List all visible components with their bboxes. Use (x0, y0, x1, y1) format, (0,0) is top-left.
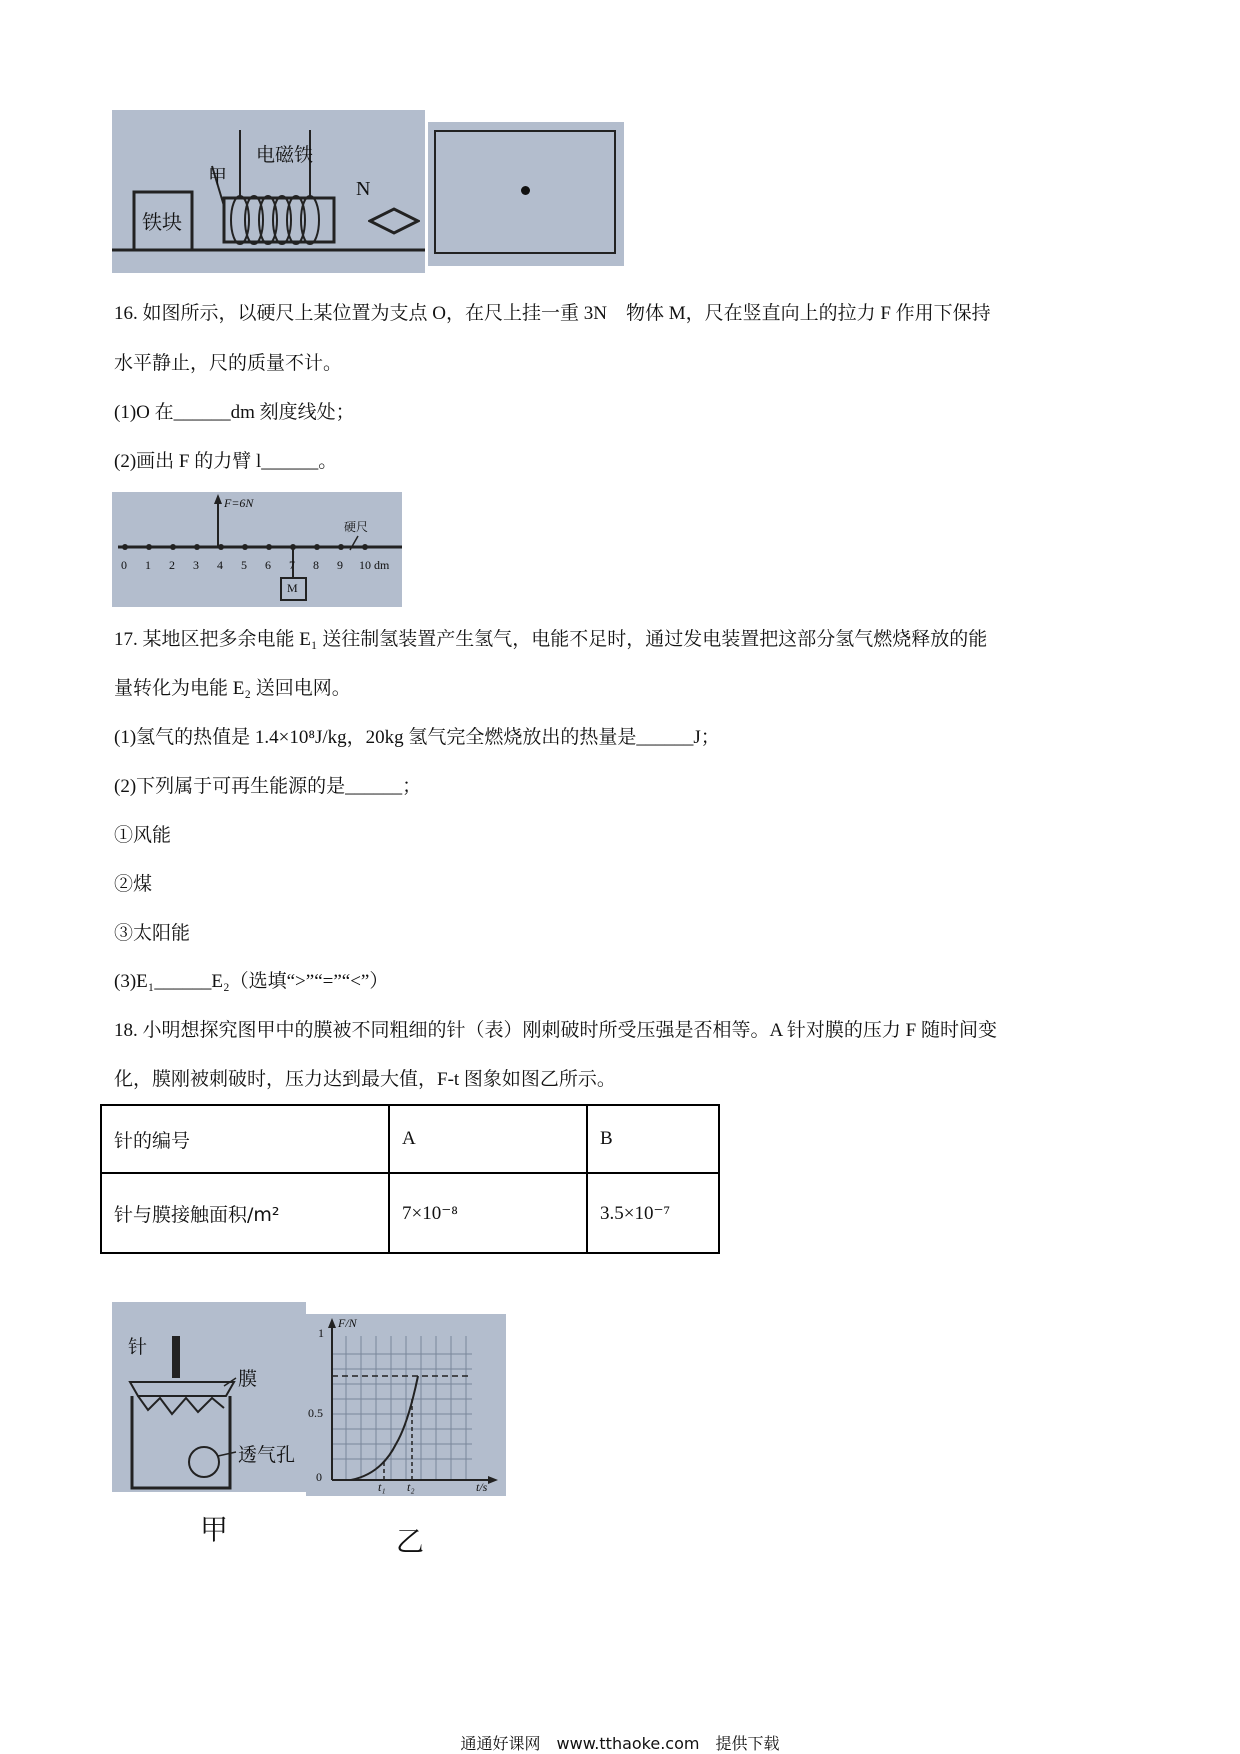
dot-mark (521, 186, 530, 195)
needle-table (100, 1104, 720, 1254)
y-axis-label: F/N (338, 1316, 357, 1330)
tick-10: 10 dm (359, 558, 390, 572)
tick-2: 2 (169, 558, 175, 572)
x-axis-label: t/s (476, 1480, 488, 1494)
electromagnet-label: 电磁铁 (256, 144, 314, 166)
table-header-b: B (587, 1105, 719, 1173)
q17-stem-line1: 17. 某地区把多余电能 E₁ 送往制氢装置产生氢气，电能不足时，通过发电装置把这部分氢气燃烧释放的能 (114, 629, 988, 650)
y-tick-0-5: 0.5 (308, 1406, 323, 1420)
jia-label: 甲 (208, 166, 228, 188)
q17-stem-line2: 量转化为电能 E₂ 送回电网。 (114, 678, 351, 699)
table-header-a: A (389, 1105, 587, 1173)
iron-block-label: 铁块 (142, 210, 182, 234)
compass-needle-icon (368, 206, 420, 236)
y-tick-0: 0 (316, 1470, 322, 1484)
y-tick-1: 1 (318, 1326, 324, 1340)
film-label: 膜 (238, 1368, 258, 1390)
compass-box-figure (428, 122, 624, 266)
tick-6: 6 (265, 558, 271, 572)
force-label: F=6N (224, 496, 254, 510)
tick-9: 9 (337, 558, 343, 572)
tick-1: 1 (145, 558, 151, 572)
q17-sub1: (1)氢气的热值是 1.4×10⁸J/kg，20kg 氢气完全燃烧放出的热量是______J； (114, 727, 720, 748)
q16-sub2: (2)画出 F 的力臂 l______。 (114, 451, 338, 472)
caption-yi: 乙 (396, 1525, 425, 1558)
q17-option-2: ②煤 (114, 874, 153, 895)
north-label: N (356, 178, 371, 200)
electromagnet-figure (112, 110, 425, 273)
q17-option-1: ①风能 (114, 825, 172, 846)
tick-8: 8 (313, 558, 319, 572)
x-tick-t1: t₁ (378, 1480, 386, 1494)
table-area-a: 7×10⁻⁸ (389, 1173, 587, 1253)
caption-jia: 甲 (200, 1513, 229, 1546)
q18-stem-line1: 18. 小明想探究图甲中的膜被不同粗细的针（表）刚刺破时所受压强是否相等。A 针对膜的压力 F 随时间变 (114, 1020, 997, 1041)
q16-stem-line2: 水平静止，尺的质量不计。 (114, 353, 343, 374)
tick-3: 3 (193, 558, 199, 572)
mass-label: M (287, 581, 298, 595)
jar-figure (112, 1302, 306, 1492)
q17-sub3: (3)E₁______E₂（选填“>”“=”“<”） (114, 971, 389, 992)
x-tick-t2: t₂ (407, 1480, 415, 1494)
q17-option-3: ③太阳能 (114, 923, 191, 944)
vent-label: 透气孔 (238, 1444, 296, 1466)
table-area-b: 3.5×10⁻⁷ (587, 1173, 719, 1253)
q18-stem-line2: 化，膜刚被刺破时，压力达到最大值，F-t 图象如图乙所示。 (114, 1069, 616, 1090)
tick-7: 7 (289, 558, 295, 572)
lever-figure (112, 492, 402, 607)
q16-sub1: (1)O 在______dm 刻度线处； (114, 402, 355, 423)
q16-stem-line1: 16. 如图所示，以硬尺上某位置为支点 O，在尺上挂一重 3N 物体 M，尺在竖直向上的拉力 F 作用下保持 (114, 303, 991, 324)
q17-sub2: (2)下列属于可再生能源的是______； (114, 776, 422, 797)
table-area-label: 针与膜接触面积/m² (101, 1173, 389, 1253)
tick-4: 4 (217, 558, 223, 572)
ft-graph (306, 1314, 506, 1496)
tick-0: 0 (121, 558, 127, 572)
ruler-label: 硬尺 (344, 520, 369, 534)
tick-5: 5 (241, 558, 247, 572)
lever-diagram (112, 492, 402, 607)
table-header-number: 针的编号 (101, 1105, 389, 1173)
page-footer: 通通好课网 www.tthaoke.com 提供下载 (460, 1734, 780, 1753)
electromagnet-diagram (112, 110, 425, 273)
needle-label: 针 (128, 1336, 148, 1358)
ft-graph-figure (306, 1314, 506, 1496)
